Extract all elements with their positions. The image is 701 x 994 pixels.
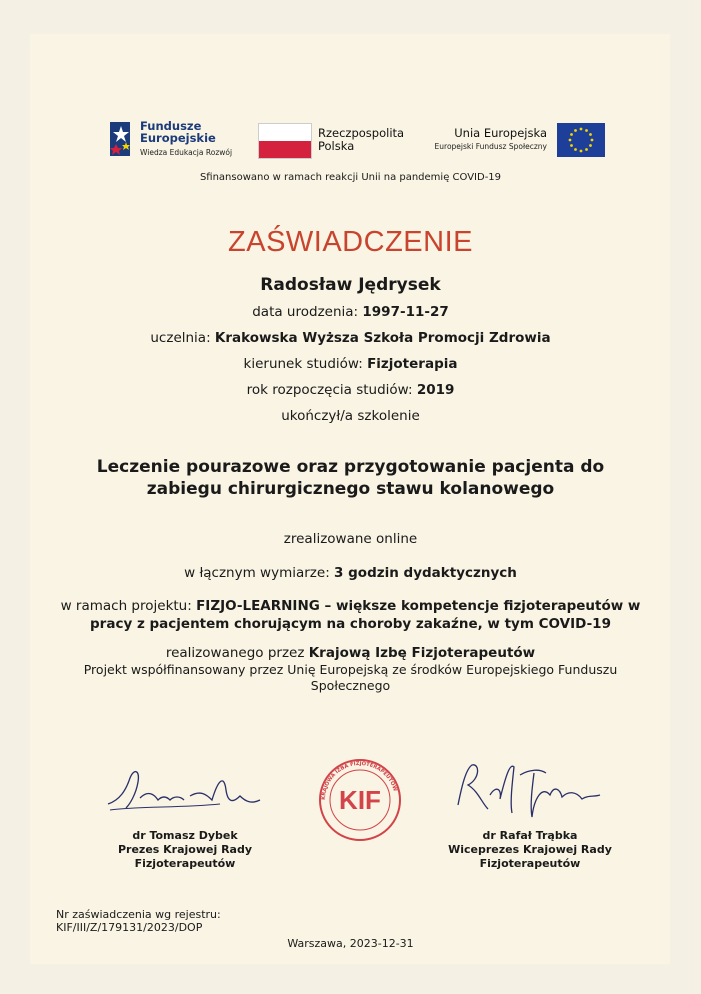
signatory-right-role: Wiceprezes Krajowej Rady (448, 843, 612, 856)
mode-line: zrealizowane online (283, 531, 418, 547)
start-year-label: rok rozpoczęcia studiów: (246, 382, 417, 398)
eu-logo (434, 120, 605, 162)
registry-number (56, 908, 221, 934)
realized-value: Krajową Izbę Fizjoterapeutów (308, 645, 536, 661)
completed-line: ukończył/a szkolenie (281, 408, 420, 424)
fe-line2: Europejskie (140, 131, 216, 145)
place-date: Warszawa, 2023-12-31 (287, 937, 414, 950)
eu-subtitle: Europejski Fundusz Społeczny (434, 142, 547, 151)
seal-mark-text: KIF (339, 785, 381, 815)
kif-seal (318, 758, 402, 842)
birth-date-label: data urodzenia: (252, 304, 363, 320)
realized-label: realizowanego przez (165, 645, 309, 661)
signatory-right-org: Fizjoterapeutów (479, 857, 581, 870)
signatory-left-name: dr Tomasz Dybek (132, 829, 238, 842)
pl-line2: Polska (318, 138, 355, 153)
polish-flag-icon (258, 123, 312, 159)
field-label: kierunek studiów: (243, 356, 368, 372)
hours-value: 3 godzin dydaktycznych (334, 565, 517, 581)
funding-note: Sfinansowano w ramach reakcji Unii na pandemię COVID-19 (199, 172, 502, 183)
fe-line1: Fundusze (140, 119, 202, 133)
cofinanced-note (0, 662, 701, 694)
project-value-2: pracy z pacjentem chorującym na choroby zakaźne, w tym COVID-19 (90, 616, 611, 632)
fe-subtitle: Wiedza Edukacja Rozwój (140, 148, 233, 157)
fundusze-stars-icon (108, 118, 134, 158)
project-block (40, 597, 661, 633)
signatory-right (410, 829, 650, 871)
fundusze-europejskie-logo (108, 112, 268, 164)
start-year-line (0, 382, 701, 398)
cofinanced-line1: Projekt współfinansowany przez Unię Europejską ze środków Europejskiego Funduszu (83, 662, 618, 677)
birth-date-value: 1997-11-27 (362, 304, 449, 320)
university-label: uczelnia: (150, 330, 215, 346)
birth-date-line (0, 304, 701, 320)
signatory-right-name: dr Rafał Trąbka (482, 829, 578, 842)
course-title (0, 456, 701, 500)
course-title-line1: Leczenie pourazowe oraz przygotowanie pacjenta do (96, 457, 605, 477)
project-label: w ramach projektu: (60, 598, 197, 614)
registry-label: Nr zaświadczenia wg rejestru: (56, 908, 221, 921)
university-value: Krakowska Wyższa Szkoła Promocji Zdrowia (214, 330, 551, 346)
course-title-line2: zabiegu chirurgicznego stawu kolanowego (146, 479, 555, 499)
eu-title: Unia Europejska (454, 126, 547, 140)
start-year-value: 2019 (416, 382, 455, 398)
seal-ring-text: KRAJOWA IZBA FIZJOTERAPEUTÓW (320, 760, 398, 801)
rzeczpospolita-logo (258, 121, 418, 161)
cofinanced-line2: Społecznego (310, 678, 391, 693)
signature-right (450, 755, 610, 825)
field-line (0, 356, 701, 372)
project-value-1: FIZJO-LEARNING – większe kompetencje fizjoterapeutów w (196, 598, 641, 614)
signatory-left-role: Prezes Krajowej Rady (117, 843, 253, 856)
hours-label: w łącznym wymiarze: (184, 565, 335, 581)
field-value: Fizjoterapia (367, 356, 458, 372)
signatory-left-org: Fizjoterapeutów (134, 857, 236, 870)
realized-line (0, 645, 701, 661)
registry-value: KIF/III/Z/179131/2023/DOP (56, 921, 203, 934)
signatory-left (70, 829, 300, 871)
signature-left (100, 760, 270, 820)
university-line (0, 330, 701, 346)
hours-line (0, 565, 701, 581)
pl-line1: Rzeczpospolita (318, 126, 405, 140)
eu-flag-icon (557, 123, 605, 157)
recipient-name: Radosław Jędrysek (260, 275, 441, 295)
certificate-title: ZAŚWIADCZENIE (228, 226, 473, 258)
